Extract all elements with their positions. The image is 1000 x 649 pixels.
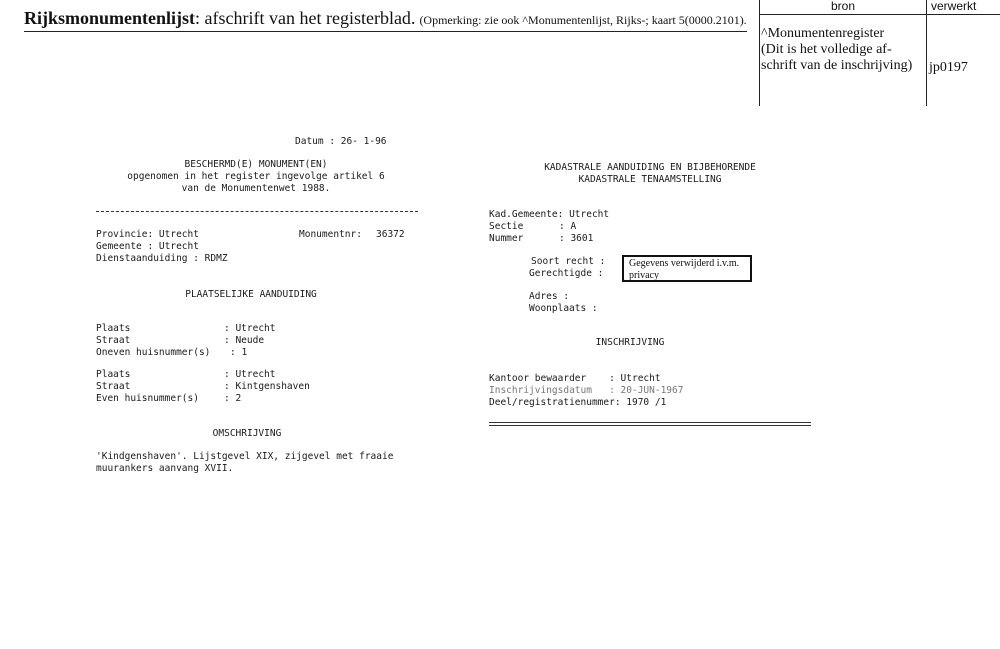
inschrijvingsdatum: Inschrijvingsdatum : 20-JUN-1967: [489, 385, 684, 396]
even-value: : Kintgenshaven: [224, 381, 310, 392]
oneven-row: [96, 335, 265, 347]
even-label: Straat: [96, 381, 131, 392]
dienstaanduiding: Dienstaanduiding : RDMZ: [96, 253, 228, 264]
kad-value: : A: [559, 221, 577, 232]
oneven-value: : 1: [230, 347, 248, 358]
source-table: [759, 0, 1000, 106]
even-row: [96, 381, 310, 393]
kantoor-bewaarder: Kantoor bewaarder : Utrecht: [489, 373, 661, 384]
omschrijving: [96, 451, 393, 475]
omschrijving-line: 'Kindgenshaven'. Lijstgevel XIX, zijgevel met fraaie: [96, 451, 394, 462]
even-row: [96, 393, 242, 405]
oneven-label: Plaats: [96, 323, 131, 334]
monumentnr: 36372: [376, 229, 405, 240]
monumentnr-label: Monumentnr:: [299, 229, 362, 240]
plaatselijke-heading: PLAATSELIJKE AANDUIDING: [185, 289, 317, 300]
inschrijving-heading: INSCHRIJVING: [595, 337, 665, 348]
dashed-divider: [96, 211, 418, 212]
gerechtigde-label: Gerechtigde :: [529, 268, 604, 279]
datum: Datum : 26- 1-96: [295, 136, 387, 147]
heading-line: opgenomen in het register ingevolge artikel 6: [127, 171, 385, 182]
kad-label: Sectie: [489, 221, 524, 232]
adres-label: Adres :: [529, 291, 570, 302]
oneven-value: : Utrecht: [224, 323, 276, 334]
bron-cell: [761, 26, 925, 74]
kad-row: [489, 233, 609, 245]
header-rule: [24, 31, 747, 32]
kadastrale-heading: [490, 162, 810, 186]
woonplaats-label: Woonplaats :: [529, 303, 598, 314]
heading-line: van de Monumentenwet 1988.: [181, 183, 331, 194]
double-divider: [489, 422, 811, 426]
bron-line: schrift van de inschrijving): [761, 58, 913, 73]
privacy-redaction-box: Gegevens verwijderd i.v.m. privacy: [622, 255, 752, 282]
even-value: : 2: [224, 393, 242, 404]
kadastrale-heading-line: KADASTRALE AANDUIDING EN BIJBEHORENDE: [544, 162, 756, 173]
table-header-rule: [759, 14, 1000, 15]
bron-line: (Dit is het volledige af-: [761, 42, 892, 57]
even-label: Even huisnummer(s): [96, 393, 199, 404]
oneven-row: [96, 347, 248, 359]
oneven-label: Oneven huisnummer(s): [96, 347, 211, 358]
even-block: [96, 369, 310, 405]
table-border-left: [759, 0, 760, 106]
even-value: : Utrecht: [224, 369, 276, 380]
kadaster-block: [489, 209, 609, 245]
soort-recht-label: Soort recht :: [531, 256, 606, 267]
oneven-label: Straat: [96, 335, 131, 346]
kad-value: : 3601: [559, 233, 594, 244]
table-border-middle: [926, 0, 927, 106]
kad-row: [489, 209, 609, 221]
kad-value: : Utrecht: [557, 209, 610, 220]
page-subtitle: : afschrift van het registerblad.: [195, 8, 416, 28]
kad-row: [489, 221, 609, 233]
heading-line: BESCHERMD(E) MONUMENT(EN): [184, 159, 328, 170]
verwerkt-cell: jp0197: [929, 60, 968, 75]
provincie: Provincie: Utrecht: [96, 229, 199, 240]
page-title: Rijksmonumentenlijst: [24, 8, 196, 28]
oneven-row: [96, 323, 276, 335]
inschrijving-block: [489, 373, 683, 409]
even-label: Plaats: [96, 369, 131, 380]
kad-label: Kad.Gemeente: [489, 209, 558, 220]
bron-line: ^Monumentenregister: [761, 26, 885, 41]
omschrijving-line: muurankers aanvang XVII.: [96, 463, 234, 474]
even-row: [96, 369, 276, 381]
deel-registratienummer: Deel/registratienummer: 1970 /1: [489, 397, 667, 408]
monument-heading: [96, 159, 416, 195]
page-note: (Opmerking: zie ook ^Monumentenlijst, Rijks-; kaart 5(0000.2101).: [419, 13, 747, 27]
gemeente: Gemeente : Utrecht: [96, 241, 199, 252]
verwerkt-header: verwerkt: [931, 0, 977, 13]
oneven-value: : Neude: [224, 335, 265, 346]
omschrijving-heading: OMSCHRIJVING: [212, 428, 282, 439]
kadastrale-heading-line: KADASTRALE TENAAMSTELLING: [578, 174, 722, 185]
kad-label: Nummer: [489, 233, 524, 244]
oneven-block: [96, 323, 276, 359]
bron-header: bron: [831, 0, 856, 13]
